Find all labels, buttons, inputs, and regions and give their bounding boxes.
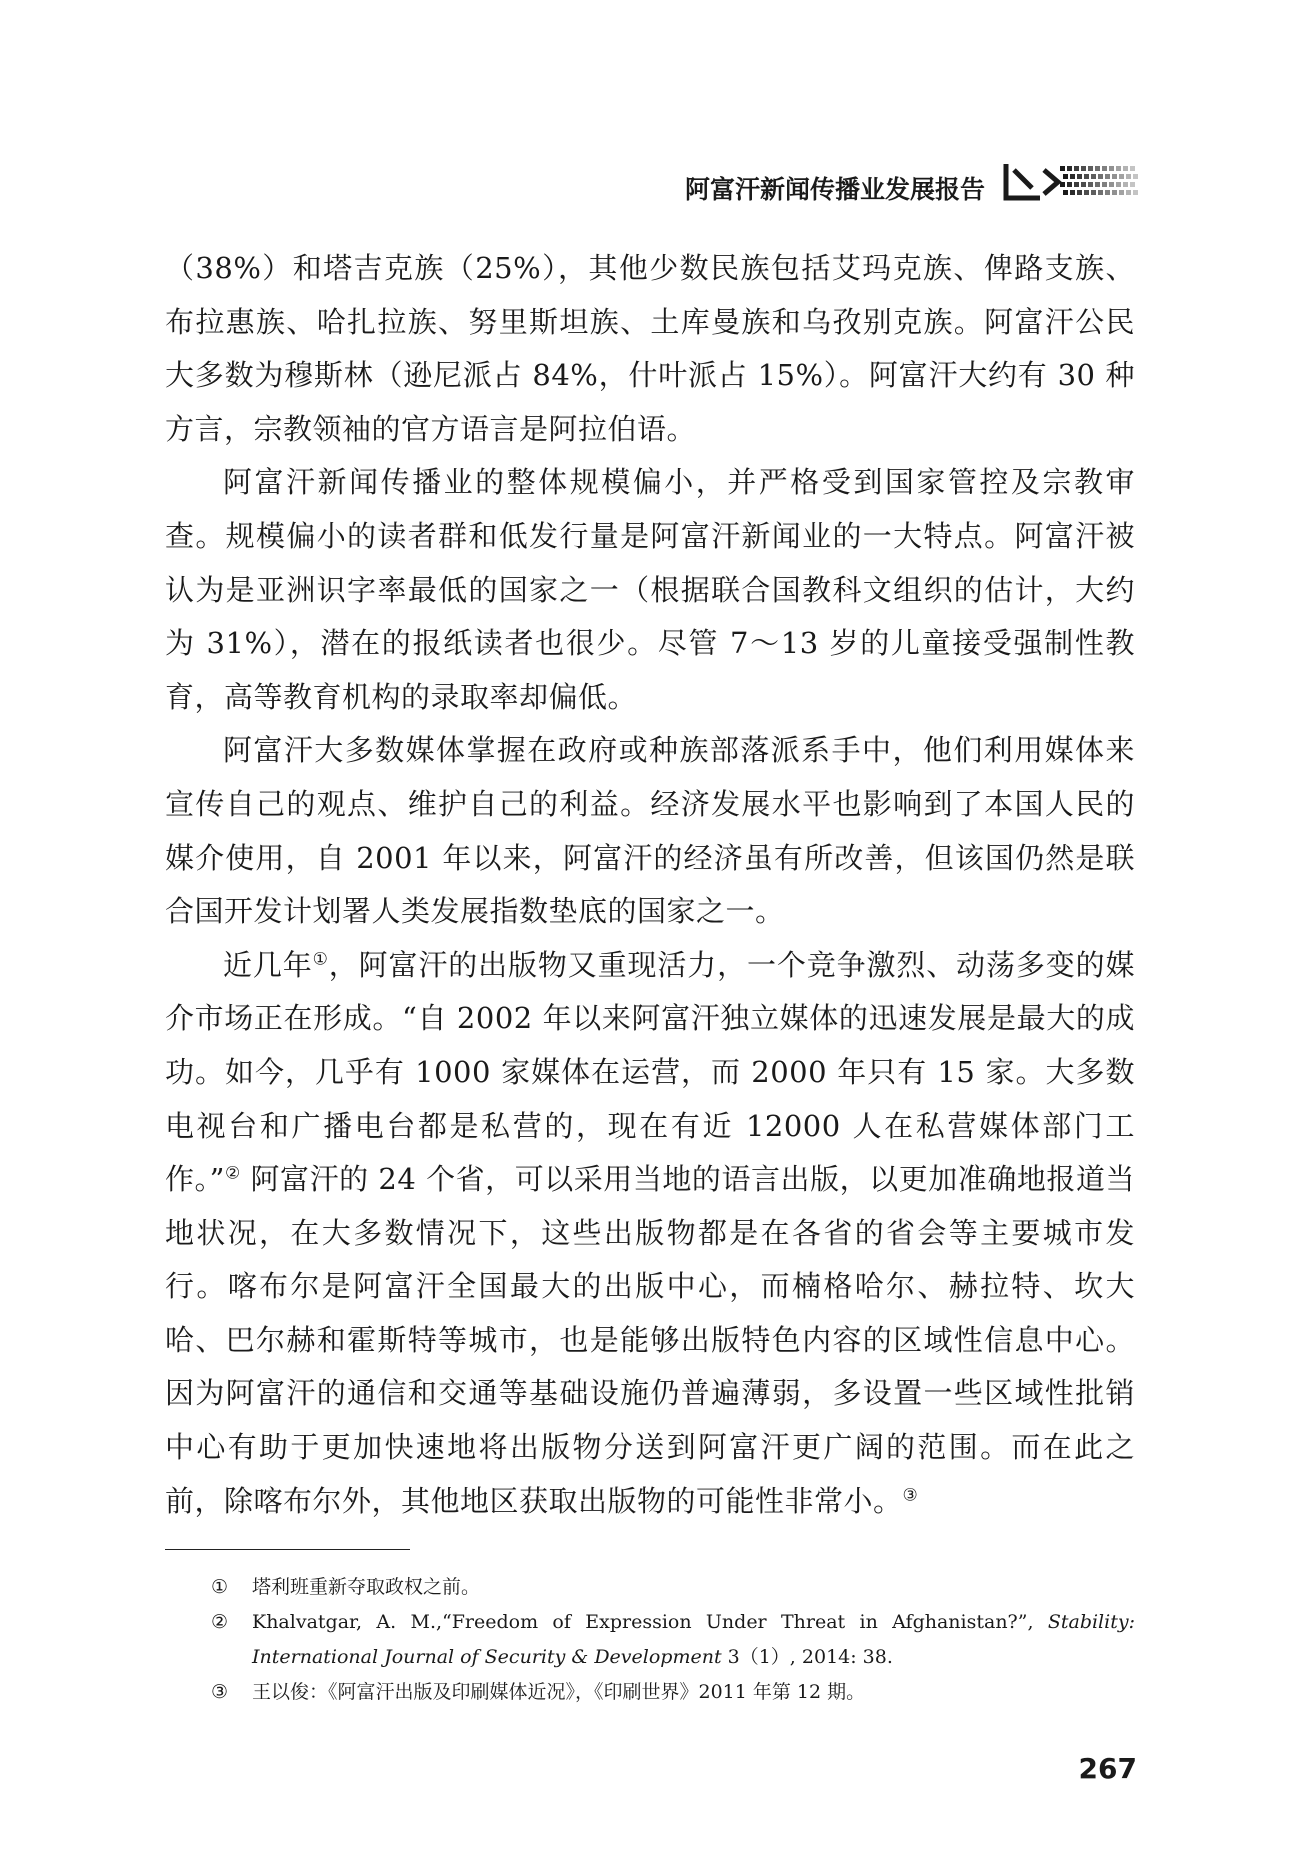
footnotes [165,1570,1135,1710]
footnote-ref-2[interactable]: ② [224,1163,241,1184]
paragraph-4-text-b: ，阿富汗的出版物又重现活力，一个竞争激烈、动荡多变的媒介市场正在形成。“自 2002 年以来阿富汗独立媒体的迅速发展是最大的成功。如今，几乎有 1000 家媒体在运营，而 2000 年只有 15 家。大多数电视台和广播电台都是私营的，现在有近 12000 人在私营媒体部门工作。” [165,947,1135,1197]
footnote-3-number: ③ [211,1681,229,1703]
body-text [165,242,1135,1528]
paragraph-2-text: 阿富汗新闻传播业的整体规模偏小，并严格受到国家管控及宗教审查。规模偏小的读者群和低发行量是阿富汗新闻业的一大特点。阿富汗被认为是亚洲识字率最低的国家之一（根据联合国教科文组织的估计，大约为 31%），潜在的报纸读者也很少。尽管 7～13 岁的儿童接受强制性教育，高等教育机构的录取率却偏低。 [165,465,1135,714]
paragraph-1-text: （38%）和塔吉克族（25%），其他少数民族包括艾玛克族、俾路支族、布拉惠族、哈扎拉族、努里斯坦族、土库曼族和乌孜别克族。阿富汗公民大多数为穆斯林（逊尼派占 84%，什叶派占 15%）。阿富汗大约有 30 种方言，宗教领袖的官方语言是阿拉伯语。 [165,251,1135,446]
paragraph-1 [165,242,1135,456]
paragraph-3-text: 阿富汗大多数媒体掌握在政府或种族部落派系手中，他们利用媒体来宣传自己的观点、维护自己的利益。经济发展水平也影响到了本国人民的媒介使用，自 2001 年以来，阿富汗的经济虽有所改善，但该国仍然是联合国开发计划署人类发展指数垫底的国家之一。 [165,733,1135,929]
footnote-2-journal: Stability: International Journal of Security & Development [252,1611,1135,1668]
footnote-1-number: ① [211,1576,229,1598]
chevron-dot-grid-logo-icon [1000,160,1140,204]
page-number: 267 [1078,1752,1137,1785]
running-header-title: 阿富汗新闻传播业发展报告 [684,175,985,204]
footnote-2-number: ② [211,1611,229,1633]
footnote-2-text-b: 3（1）, 2014: 38. [721,1646,893,1668]
footnote-2 [165,1605,1135,1675]
paragraph-4 [165,939,1135,1529]
paragraph-4-text-a: 近几年 [223,947,313,982]
footnote-1-text: 塔利班重新夺取政权之前。 [252,1576,481,1598]
footnote-3-text: 王以俊：《阿富汗出版及印刷媒体近况》，《印刷世界》2011 年第 12 期。 [252,1681,866,1703]
footnote-ref-1[interactable]: ① [312,949,329,970]
running-header [0,160,1299,210]
footnote-3 [165,1675,1135,1710]
footnote-2-text-a: Khalvatgar, A. M.,“Freedom of Expression Under Threat in Afghanistan?”, [252,1611,1048,1633]
paragraph-3 [165,724,1135,938]
footnote-1 [165,1570,1135,1605]
paragraph-2 [165,456,1135,724]
footnote-divider [165,1549,410,1550]
footnote-ref-3[interactable]: ③ [902,1485,919,1505]
paragraph-4-text-c: 阿富汗的 24 个省，可以采用当地的语言出版，以更加准确地报道当地状况，在大多数情况下，这些出版物都是在各省的省会等主要城市发行。喀布尔是阿富汗全国最大的出版中心，而楠格哈尔、赫拉特、坎大哈、巴尔赫和霍斯特等城市，也是能够出版特色内容的区域性信息中心。因为阿富汗的通信和交通等基础设施仍普遍薄弱，多设置一些区域性批销中心有助于更加快速地将出版物分送到阿富汗更广阔的范围。而在此之前，除喀布尔外，其他地区获取出版物的可能性非常小。 [165,1162,1135,1518]
